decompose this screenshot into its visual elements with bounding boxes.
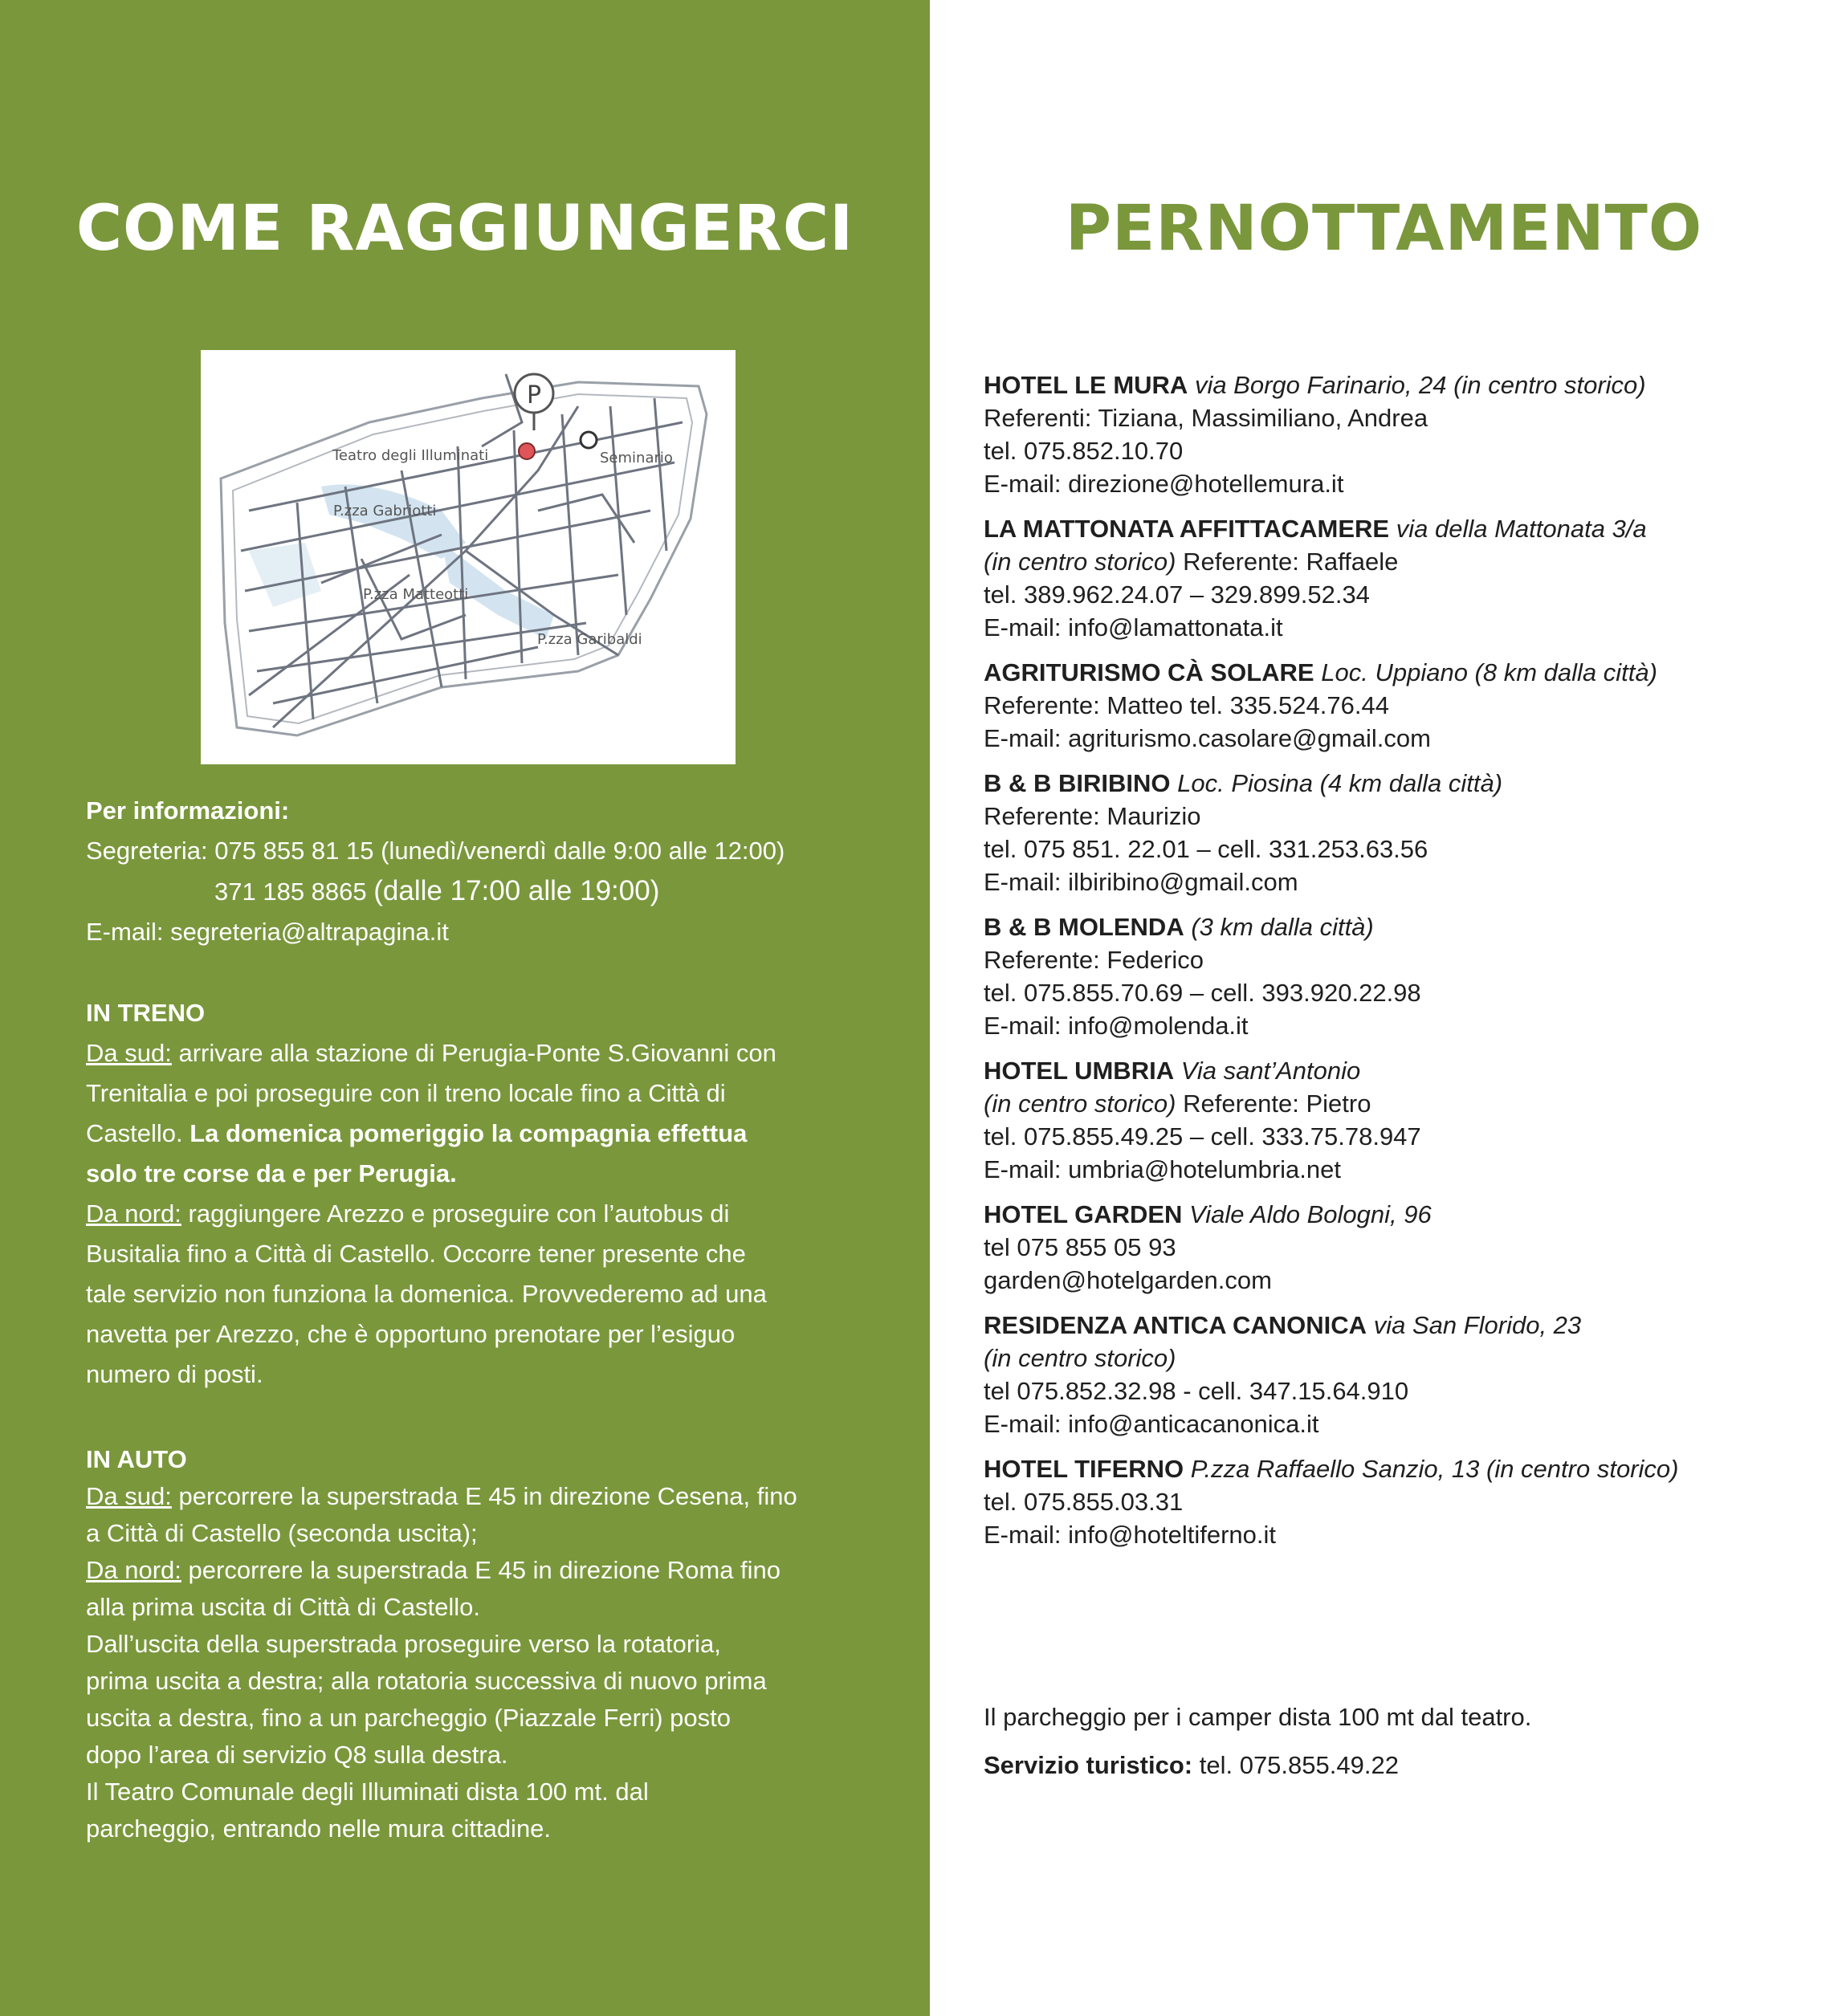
- hotel-tel: tel. 075.852.10.70: [984, 437, 1184, 465]
- servizio-tel: tel. 075.855.49.22: [1199, 1751, 1399, 1779]
- hotel-email: E-mail: direzione@hotellemura.it: [984, 470, 1344, 498]
- hotel-tel: tel. 389.962.24.07 – 329.899.52.34: [984, 580, 1370, 609]
- treno-line: Busitalia fino a Città di Castello. Occorre tener presente che: [86, 1240, 746, 1268]
- hotel-address: P.zza Raffaello Sanzio, 13 (in centro storico): [1190, 1455, 1679, 1483]
- hotel-tel: tel 075 855 05 93: [984, 1233, 1176, 1261]
- info-phone-2: [86, 871, 785, 912]
- hotel-header: [984, 910, 1827, 943]
- hotel-email: E-mail: info@anticacanonica.it: [984, 1410, 1319, 1438]
- hotel-name: RESIDENZA ANTICA CANONICA: [984, 1311, 1367, 1339]
- treno-sud-label: Da sud:: [86, 1039, 172, 1067]
- hotel-name: B & B BIRIBINO: [984, 769, 1171, 797]
- hotel-entry: [984, 1452, 1827, 1551]
- hotel-name: AGRITURISMO CÀ SOLARE: [984, 658, 1314, 686]
- auto-sud: [86, 1478, 797, 1515]
- hotel-header: [984, 767, 1827, 800]
- hotel-header: [984, 512, 1827, 545]
- info-email: E-mail: segreteria@altrapagina.it: [86, 918, 449, 946]
- hotel-tel: tel. 075.855.70.69 – cell. 393.920.22.98: [984, 979, 1421, 1007]
- treno-nord-text: raggiungere Arezzo e proseguire con l’autobus di: [188, 1199, 730, 1228]
- map-zone: [249, 543, 321, 607]
- hotel-referente: Referente: Raffaele: [1183, 548, 1399, 576]
- hotel-list: [984, 369, 1827, 1563]
- auto-line: parcheggio, entrando nelle mura cittadine.: [86, 1814, 552, 1843]
- hotel-address: via San Florido, 23: [1373, 1311, 1582, 1339]
- hotel-entry: [984, 1198, 1827, 1297]
- hotel-address: via Borgo Farinario, 24 (in centro storico): [1194, 371, 1646, 399]
- treno-sud: [86, 1033, 776, 1073]
- hotel-name: LA MATTONATA AFFITTACAMERE: [984, 515, 1390, 543]
- auto-sud-text: percorrere la superstrada E 45 in direzione Cesena, fino: [178, 1482, 797, 1510]
- hotel-note: [984, 1342, 1827, 1375]
- treno-nord-label: Da nord:: [86, 1199, 181, 1228]
- auto-section: [86, 1441, 797, 1847]
- seminario-marker: [581, 432, 597, 448]
- hotel-address: Loc. Uppiano (8 km dalla città): [1321, 658, 1657, 686]
- info-segreteria: Segreteria: 075 855 81 15 (lunedì/venerdì dalle 9:00 alle 12:00): [86, 837, 785, 865]
- auto-line: dopo l’area di servizio Q8 sulla destra.: [86, 1741, 508, 1769]
- hotel-entry: [984, 369, 1827, 500]
- treno-line: tale servizio non funziona la domenica. Provvederemo ad una: [86, 1280, 767, 1308]
- servizio-turistico: [984, 1749, 1531, 1782]
- treno-warning: La domenica pomeriggio la compagnia effettua: [190, 1119, 748, 1147]
- hotel-header: [984, 1054, 1827, 1087]
- auto-line: Dall’uscita della superstrada proseguire verso la rotatoria,: [86, 1630, 721, 1658]
- hotel-address: (3 km dalla città): [1191, 913, 1374, 941]
- hotel-name: B & B MOLENDA: [984, 913, 1184, 941]
- treno-line: Trenitalia e poi proseguire con il treno locale fino a Città di: [86, 1079, 726, 1107]
- town-map-graphic: [201, 350, 736, 764]
- auto-line: prima uscita a destra; alla rotatoria successiva di nuovo prima: [86, 1667, 767, 1695]
- map-label-gabriotti: P.zza Gabriotti: [333, 503, 437, 519]
- hotel-entry: [984, 512, 1827, 644]
- hotel-header: [984, 1198, 1827, 1231]
- hotel-location: (in centro storico): [984, 1089, 1176, 1118]
- servizio-label: Servizio turistico:: [984, 1751, 1193, 1779]
- hotel-note: [984, 545, 1827, 578]
- contact-info: [86, 791, 785, 952]
- pernottamento-title: PERNOTTAMENTO: [1065, 193, 1703, 265]
- hotel-referente: Referente: Pietro: [1183, 1089, 1371, 1118]
- info-phone-2-number: 371 185 8865: [214, 878, 367, 906]
- hotel-email: E-mail: info@lamattonata.it: [984, 613, 1283, 641]
- hotel-tel: tel. 075 851. 22.01 – cell. 331.253.63.56: [984, 835, 1428, 863]
- map-label-teatro: Teatro degli Illuminati: [332, 447, 489, 464]
- hotel-email: E-mail: info@molenda.it: [984, 1012, 1249, 1040]
- hotel-header: [984, 1309, 1827, 1342]
- map-label-matteotti: P.zza Matteotti: [363, 586, 469, 603]
- info-phone-2-hours: (dalle 17:00 alle 19:00): [373, 875, 660, 906]
- treno-section: [86, 993, 776, 1395]
- teatro-marker: [519, 443, 535, 459]
- auto-line: alla prima uscita di Città di Castello.: [86, 1593, 481, 1621]
- hotel-location: (in centro storico): [984, 548, 1176, 576]
- hotel-email: E-mail: umbria@hotelumbria.net: [984, 1155, 1341, 1183]
- parking-label: P: [526, 381, 542, 409]
- hotel-address: Viale Aldo Bologni, 96: [1189, 1200, 1432, 1228]
- treno-line: numero di posti.: [86, 1360, 263, 1388]
- auto-sud-label: Da sud:: [86, 1482, 172, 1510]
- hotel-referente: Referente: Federico: [984, 946, 1204, 974]
- right-panel: [930, 0, 1838, 2016]
- hotel-note: [984, 1087, 1827, 1120]
- notes: [984, 1700, 1531, 1797]
- hotel-name: HOTEL TIFERNO: [984, 1455, 1184, 1483]
- auto-nord-label: Da nord:: [86, 1556, 181, 1584]
- treno-line: [86, 1114, 776, 1154]
- auto-heading: IN AUTO: [86, 1445, 187, 1473]
- hotel-name: HOTEL UMBRIA: [984, 1057, 1175, 1085]
- hotel-location: (in centro storico): [984, 1344, 1176, 1372]
- town-map: [201, 350, 736, 764]
- hotel-entry: [984, 767, 1827, 898]
- hotel-header: [984, 369, 1827, 401]
- hotel-tel: tel. 075.855.49.25 – cell. 333.75.78.947: [984, 1122, 1421, 1151]
- hotel-tel: tel. 075.855.03.31: [984, 1488, 1184, 1516]
- hotel-email: E-mail: ilbiribino@gmail.com: [984, 868, 1298, 896]
- auto-line: Il Teatro Comunale degli Illuminati dista 100 mt. dal: [86, 1778, 649, 1806]
- treno-line: navetta per Arezzo, che è opportuno prenotare per l’esiguo: [86, 1320, 736, 1348]
- auto-nord: [86, 1552, 797, 1589]
- treno-castello: Castello.: [86, 1119, 183, 1147]
- hotel-referente: Referente: Matteo tel. 335.524.76.44: [984, 691, 1389, 719]
- treno-heading: IN TRENO: [86, 999, 206, 1027]
- hotel-email: E-mail: agriturismo.casolare@gmail.com: [984, 724, 1431, 752]
- come-raggiungerci-title: COME RAGGIUNGERCI: [75, 193, 854, 265]
- hotel-referente: Referente: Maurizio: [984, 802, 1201, 830]
- hotel-address: Via sant’Antonio: [1180, 1057, 1361, 1085]
- hotel-tel: tel 075.852.32.98 - cell. 347.15.64.910: [984, 1377, 1409, 1405]
- hotel-email: garden@hotelgarden.com: [984, 1266, 1272, 1294]
- hotel-name: HOTEL LE MURA: [984, 371, 1188, 399]
- hotel-email: E-mail: info@hoteltiferno.it: [984, 1521, 1277, 1549]
- map-label-garibaldi: P.zza Garibaldi: [537, 631, 642, 648]
- hotel-entry: [984, 910, 1827, 1042]
- hotel-referente: Referenti: Tiziana, Massimiliano, Andrea: [984, 404, 1428, 432]
- auto-nord-text: percorrere la superstrada E 45 in direzione Roma fino: [188, 1556, 781, 1584]
- treno-warning-2: solo tre corse da e per Perugia.: [86, 1159, 457, 1187]
- hotel-address: Loc. Piosina (4 km dalla città): [1177, 769, 1503, 797]
- treno-sud-text: arrivare alla stazione di Perugia-Ponte S.Giovanni con: [178, 1039, 776, 1067]
- info-heading: Per informazioni:: [86, 796, 290, 825]
- hotel-entry: [984, 1054, 1827, 1186]
- hotel-entry: [984, 1309, 1827, 1440]
- auto-line: uscita a destra, fino a un parcheggio (Piazzale Ferri) posto: [86, 1704, 731, 1732]
- hotel-name: HOTEL GARDEN: [984, 1200, 1183, 1228]
- treno-nord: [86, 1194, 776, 1234]
- hotel-header: [984, 656, 1827, 689]
- hotel-entry: [984, 656, 1827, 755]
- camper-note: Il parcheggio per i camper dista 100 mt dal teatro.: [984, 1703, 1532, 1731]
- auto-line: a Città di Castello (seconda uscita);: [86, 1519, 478, 1547]
- hotel-address: via della Mattonata 3/a: [1396, 515, 1647, 543]
- hotel-header: [984, 1452, 1827, 1485]
- map-label-seminario: Seminario: [600, 450, 673, 466]
